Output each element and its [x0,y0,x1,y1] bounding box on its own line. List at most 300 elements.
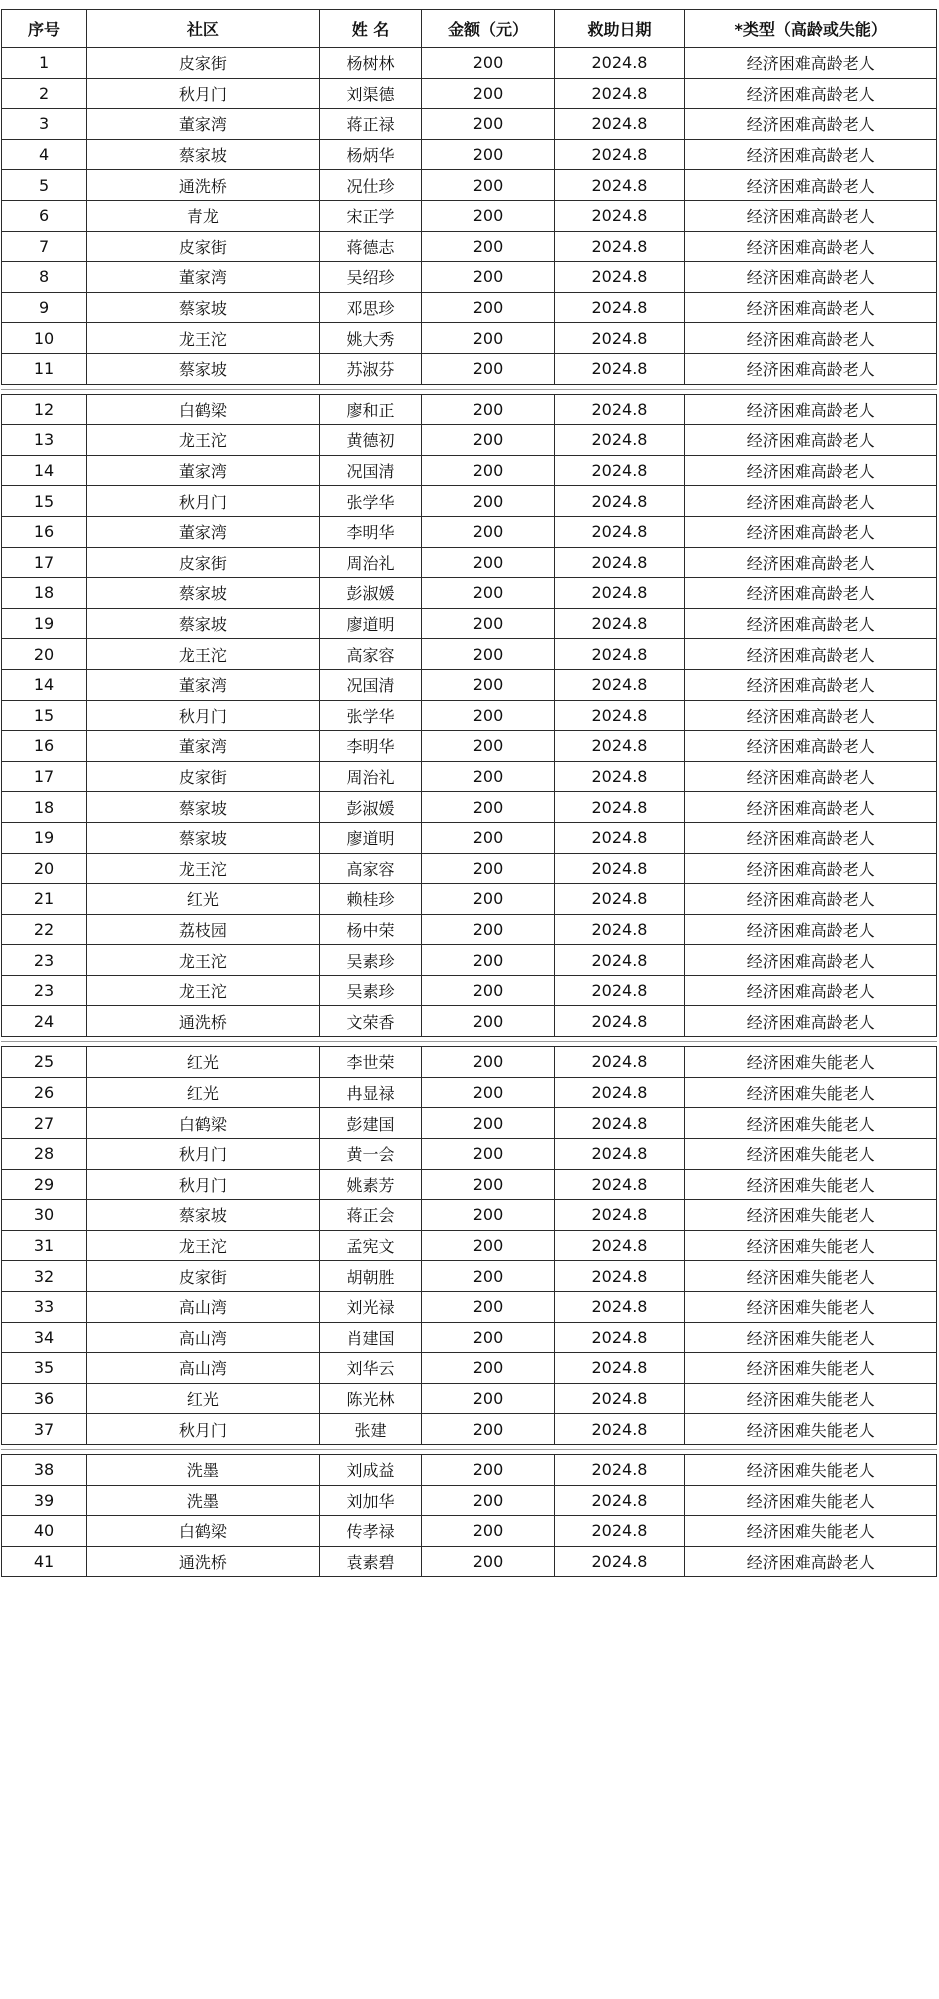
cell-date: 2024.8 [554,200,685,231]
cell-index: 3 [2,109,87,140]
cell-community: 蔡家坡 [87,353,319,384]
cell-date: 2024.8 [554,700,685,731]
cell-date: 2024.8 [554,455,685,486]
cell-name: 李明华 [319,516,422,547]
cell-index: 13 [2,425,87,456]
cell-date: 2024.8 [554,1230,685,1261]
cell-name: 廖道明 [319,822,422,853]
cell-community: 秋月门 [87,1169,319,1200]
cell-name: 黄一会 [319,1138,422,1169]
section-separator [1,1041,937,1042]
cell-date: 2024.8 [554,292,685,323]
column-header-index: 序号 [2,10,87,48]
cell-date: 2024.8 [554,1108,685,1139]
cell-name: 袁素碧 [319,1546,422,1577]
cell-community: 蔡家坡 [87,578,319,609]
cell-community: 皮家街 [87,547,319,578]
cell-community: 秋月门 [87,1138,319,1169]
cell-date: 2024.8 [554,547,685,578]
cell-index: 20 [2,853,87,884]
cell-amount: 200 [422,1291,554,1322]
cell-date: 2024.8 [554,669,685,700]
cell-name: 廖和正 [319,394,422,425]
table-row [2,1516,937,1547]
cell-date: 2024.8 [554,578,685,609]
cell-community: 红光 [87,1077,319,1108]
cell-amount: 200 [422,262,554,293]
cell-amount: 200 [422,516,554,547]
cell-name: 彭淑媛 [319,578,422,609]
table-row [2,486,937,517]
cell-index: 5 [2,170,87,201]
cell-type: 经济困难失能老人 [685,1230,937,1261]
cell-name: 黄德初 [319,425,422,456]
cell-amount: 200 [422,975,554,1006]
cell-amount: 200 [422,353,554,384]
cell-community: 红光 [87,884,319,915]
cell-name: 张学华 [319,700,422,731]
table-row [2,1047,937,1078]
cell-community: 董家湾 [87,262,319,293]
cell-amount: 200 [422,139,554,170]
table-row [2,975,937,1006]
cell-date: 2024.8 [554,1138,685,1169]
cell-amount: 200 [422,109,554,140]
table-row [2,425,937,456]
cell-type: 经济困难高龄老人 [685,792,937,823]
cell-type: 经济困难高龄老人 [685,170,937,201]
cell-type: 经济困难失能老人 [685,1383,937,1414]
cell-name: 彭淑媛 [319,792,422,823]
table-row [2,1200,937,1231]
cell-date: 2024.8 [554,731,685,762]
cell-community: 蔡家坡 [87,292,319,323]
cell-community: 龙王沱 [87,425,319,456]
table-row [2,1169,937,1200]
cell-index: 9 [2,292,87,323]
cell-date: 2024.8 [554,1383,685,1414]
cell-index: 18 [2,578,87,609]
cell-date: 2024.8 [554,231,685,262]
cell-type: 经济困难高龄老人 [685,669,937,700]
cell-type: 经济困难高龄老人 [685,394,937,425]
cell-type: 经济困难高龄老人 [685,323,937,354]
cell-date: 2024.8 [554,914,685,945]
cell-date: 2024.8 [554,1322,685,1353]
cell-community: 龙王沱 [87,323,319,354]
table-row [2,1546,937,1577]
cell-type: 经济困难高龄老人 [685,945,937,976]
cell-type: 经济困难失能老人 [685,1353,937,1384]
cell-index: 28 [2,1138,87,1169]
cell-community: 秋月门 [87,700,319,731]
cell-name: 蒋德志 [319,231,422,262]
cell-index: 30 [2,1200,87,1231]
cell-community: 皮家街 [87,231,319,262]
table-row [2,109,937,140]
cell-type: 经济困难高龄老人 [685,109,937,140]
cell-date: 2024.8 [554,1414,685,1445]
cell-amount: 200 [422,170,554,201]
cell-amount: 200 [422,1414,554,1445]
cell-name: 杨炳华 [319,139,422,170]
cell-type: 经济困难失能老人 [685,1455,937,1486]
cell-community: 秋月门 [87,78,319,109]
cell-name: 文荣香 [319,1006,422,1037]
cell-amount: 200 [422,486,554,517]
table-row [2,48,937,79]
cell-type: 经济困难失能老人 [685,1291,937,1322]
cell-community: 蔡家坡 [87,608,319,639]
cell-amount: 200 [422,1006,554,1037]
cell-amount: 200 [422,669,554,700]
cell-type: 经济困难高龄老人 [685,731,937,762]
cell-index: 27 [2,1108,87,1139]
cell-amount: 200 [422,1108,554,1139]
cell-date: 2024.8 [554,78,685,109]
cell-index: 14 [2,669,87,700]
cell-community: 青龙 [87,200,319,231]
cell-amount: 200 [422,1138,554,1169]
cell-date: 2024.8 [554,884,685,915]
cell-community: 高山湾 [87,1291,319,1322]
table-row [2,231,937,262]
cell-community: 秋月门 [87,486,319,517]
cell-community: 蔡家坡 [87,792,319,823]
table-row [2,1353,937,1384]
table-row [2,1230,937,1261]
cell-amount: 200 [422,1455,554,1486]
cell-type: 经济困难高龄老人 [685,292,937,323]
cell-date: 2024.8 [554,1516,685,1547]
cell-amount: 200 [422,1077,554,1108]
table-row [2,262,937,293]
table-row [2,200,937,231]
cell-type: 经济困难失能老人 [685,1516,937,1547]
cell-type: 经济困难高龄老人 [685,516,937,547]
cell-name: 李明华 [319,731,422,762]
cell-type: 经济困难失能老人 [685,1169,937,1200]
cell-community: 洗墨 [87,1455,319,1486]
cell-type: 经济困难失能老人 [685,1322,937,1353]
cell-community: 荔枝园 [87,914,319,945]
cell-date: 2024.8 [554,1006,685,1037]
table-row [2,578,937,609]
cell-type: 经济困难高龄老人 [685,486,937,517]
cell-index: 16 [2,516,87,547]
table-row [2,1108,937,1139]
cell-index: 21 [2,884,87,915]
cell-date: 2024.8 [554,1546,685,1577]
cell-type: 经济困难失能老人 [685,1077,937,1108]
cell-type: 经济困难高龄老人 [685,1546,937,1577]
cell-index: 31 [2,1230,87,1261]
cell-index: 19 [2,608,87,639]
column-header-amount: 金额（元） [422,10,554,48]
table-row [2,608,937,639]
roster-table-section-1 [1,9,937,385]
cell-amount: 200 [422,945,554,976]
cell-community: 通洗桥 [87,1546,319,1577]
roster-table-section-3 [1,1046,937,1445]
cell-community: 蔡家坡 [87,139,319,170]
cell-type: 经济困难高龄老人 [685,700,937,731]
section-separator [1,1449,937,1450]
cell-amount: 200 [422,323,554,354]
cell-date: 2024.8 [554,761,685,792]
cell-community: 皮家街 [87,1261,319,1292]
table-row [2,792,937,823]
table-row [2,1261,937,1292]
cell-amount: 200 [422,1383,554,1414]
cell-type: 经济困难高龄老人 [685,231,937,262]
cell-index: 1 [2,48,87,79]
cell-type: 经济困难高龄老人 [685,884,937,915]
cell-name: 周治礼 [319,547,422,578]
cell-community: 龙王沱 [87,853,319,884]
column-header-date: 救助日期 [554,10,685,48]
table-row [2,353,937,384]
cell-name: 苏淑芬 [319,353,422,384]
cell-amount: 200 [422,914,554,945]
cell-index: 38 [2,1455,87,1486]
cell-type: 经济困难高龄老人 [685,975,937,1006]
cell-type: 经济困难失能老人 [685,1047,937,1078]
cell-name: 况仕珍 [319,170,422,201]
cell-type: 经济困难失能老人 [685,1138,937,1169]
cell-type: 经济困难失能老人 [685,1485,937,1516]
cell-community: 龙王沱 [87,639,319,670]
cell-type: 经济困难高龄老人 [685,455,937,486]
cell-date: 2024.8 [554,1485,685,1516]
cell-name: 赖桂珍 [319,884,422,915]
cell-date: 2024.8 [554,262,685,293]
table-row [2,853,937,884]
cell-community: 蔡家坡 [87,822,319,853]
cell-name: 刘光禄 [319,1291,422,1322]
cell-amount: 200 [422,1516,554,1547]
cell-amount: 200 [422,1261,554,1292]
table-row [2,323,937,354]
cell-amount: 200 [422,1047,554,1078]
cell-amount: 200 [422,761,554,792]
cell-index: 11 [2,353,87,384]
cell-index: 33 [2,1291,87,1322]
table-row [2,669,937,700]
cell-community: 白鹤梁 [87,1516,319,1547]
table-row [2,1291,937,1322]
cell-date: 2024.8 [554,1455,685,1486]
cell-date: 2024.8 [554,48,685,79]
cell-name: 彭建国 [319,1108,422,1139]
cell-amount: 200 [422,792,554,823]
table-row [2,455,937,486]
cell-community: 皮家街 [87,48,319,79]
cell-index: 23 [2,975,87,1006]
cell-type: 经济困难高龄老人 [685,608,937,639]
cell-name: 孟宪文 [319,1230,422,1261]
cell-index: 15 [2,700,87,731]
cell-amount: 200 [422,292,554,323]
cell-index: 17 [2,547,87,578]
cell-type: 经济困难高龄老人 [685,822,937,853]
cell-index: 15 [2,486,87,517]
cell-type: 经济困难高龄老人 [685,761,937,792]
cell-type: 经济困难高龄老人 [685,425,937,456]
cell-type: 经济困难高龄老人 [685,578,937,609]
cell-name: 刘加华 [319,1485,422,1516]
cell-index: 39 [2,1485,87,1516]
cell-amount: 200 [422,853,554,884]
cell-index: 14 [2,455,87,486]
cell-amount: 200 [422,1353,554,1384]
cell-index: 7 [2,231,87,262]
cell-type: 经济困难高龄老人 [685,639,937,670]
cell-amount: 200 [422,1322,554,1353]
table-row [2,1077,937,1108]
cell-type: 经济困难高龄老人 [685,200,937,231]
cell-type: 经济困难高龄老人 [685,853,937,884]
section-separator [1,389,937,390]
cell-name: 况国清 [319,669,422,700]
cell-amount: 200 [422,822,554,853]
cell-name: 吴素珍 [319,945,422,976]
cell-type: 经济困难失能老人 [685,1414,937,1445]
cell-name: 杨树林 [319,48,422,79]
cell-index: 16 [2,731,87,762]
cell-name: 姚大秀 [319,323,422,354]
cell-date: 2024.8 [554,853,685,884]
cell-community: 董家湾 [87,109,319,140]
cell-type: 经济困难高龄老人 [685,78,937,109]
cell-name: 邓思珍 [319,292,422,323]
cell-type: 经济困难高龄老人 [685,139,937,170]
cell-index: 41 [2,1546,87,1577]
cell-date: 2024.8 [554,945,685,976]
cell-index: 34 [2,1322,87,1353]
table-row [2,639,937,670]
cell-type: 经济困难失能老人 [685,1200,937,1231]
table-row [2,1322,937,1353]
cell-community: 高山湾 [87,1322,319,1353]
cell-name: 刘渠德 [319,78,422,109]
cell-amount: 200 [422,578,554,609]
cell-date: 2024.8 [554,1353,685,1384]
cell-name: 宋正学 [319,200,422,231]
cell-community: 秋月门 [87,1414,319,1445]
cell-type: 经济困难高龄老人 [685,48,937,79]
table-row [2,731,937,762]
cell-amount: 200 [422,700,554,731]
cell-community: 通洗桥 [87,170,319,201]
cell-date: 2024.8 [554,323,685,354]
cell-name: 姚素芳 [319,1169,422,1200]
cell-name: 陈光林 [319,1383,422,1414]
cell-index: 37 [2,1414,87,1445]
cell-index: 2 [2,78,87,109]
cell-community: 龙王沱 [87,945,319,976]
cell-type: 经济困难失能老人 [685,1261,937,1292]
cell-index: 20 [2,639,87,670]
table-row [2,139,937,170]
cell-index: 10 [2,323,87,354]
cell-index: 6 [2,200,87,231]
cell-date: 2024.8 [554,1169,685,1200]
table-row [2,394,937,425]
column-header-community: 社区 [87,10,319,48]
table-row [2,78,937,109]
cell-index: 35 [2,1353,87,1384]
cell-community: 通洗桥 [87,1006,319,1037]
roster-table-section-4 [1,1454,937,1577]
cell-index: 19 [2,822,87,853]
cell-index: 4 [2,139,87,170]
cell-index: 25 [2,1047,87,1078]
roster-table-section-2 [1,394,937,1037]
cell-date: 2024.8 [554,639,685,670]
cell-date: 2024.8 [554,1077,685,1108]
cell-date: 2024.8 [554,139,685,170]
cell-amount: 200 [422,608,554,639]
cell-community: 红光 [87,1383,319,1414]
cell-date: 2024.8 [554,486,685,517]
cell-index: 32 [2,1261,87,1292]
cell-name: 张学华 [319,486,422,517]
cell-amount: 200 [422,1200,554,1231]
cell-type: 经济困难失能老人 [685,1108,937,1139]
cell-date: 2024.8 [554,109,685,140]
cell-date: 2024.8 [554,425,685,456]
cell-index: 12 [2,394,87,425]
cell-amount: 200 [422,1546,554,1577]
cell-community: 洗墨 [87,1485,319,1516]
cell-community: 董家湾 [87,516,319,547]
table-row [2,1006,937,1037]
cell-index: 40 [2,1516,87,1547]
cell-amount: 200 [422,78,554,109]
column-header-type: *类型（高龄或失能） [685,10,937,48]
table-row [2,292,937,323]
table-row [2,516,937,547]
cell-community: 董家湾 [87,455,319,486]
cell-community: 红光 [87,1047,319,1078]
cell-date: 2024.8 [554,608,685,639]
cell-name: 杨中荣 [319,914,422,945]
cell-amount: 200 [422,1169,554,1200]
cell-amount: 200 [422,425,554,456]
cell-amount: 200 [422,394,554,425]
cell-index: 17 [2,761,87,792]
cell-name: 冉显禄 [319,1077,422,1108]
table-row [2,1455,937,1486]
cell-type: 经济困难高龄老人 [685,1006,937,1037]
cell-name: 刘华云 [319,1353,422,1384]
cell-community: 董家湾 [87,669,319,700]
cell-date: 2024.8 [554,822,685,853]
table-row [2,700,937,731]
cell-date: 2024.8 [554,1047,685,1078]
cell-community: 龙王沱 [87,1230,319,1261]
cell-community: 白鹤梁 [87,1108,319,1139]
cell-name: 周治礼 [319,761,422,792]
table-row [2,945,937,976]
cell-type: 经济困难高龄老人 [685,547,937,578]
cell-date: 2024.8 [554,975,685,1006]
cell-community: 董家湾 [87,731,319,762]
cell-index: 8 [2,262,87,293]
cell-amount: 200 [422,1230,554,1261]
cell-amount: 200 [422,231,554,262]
